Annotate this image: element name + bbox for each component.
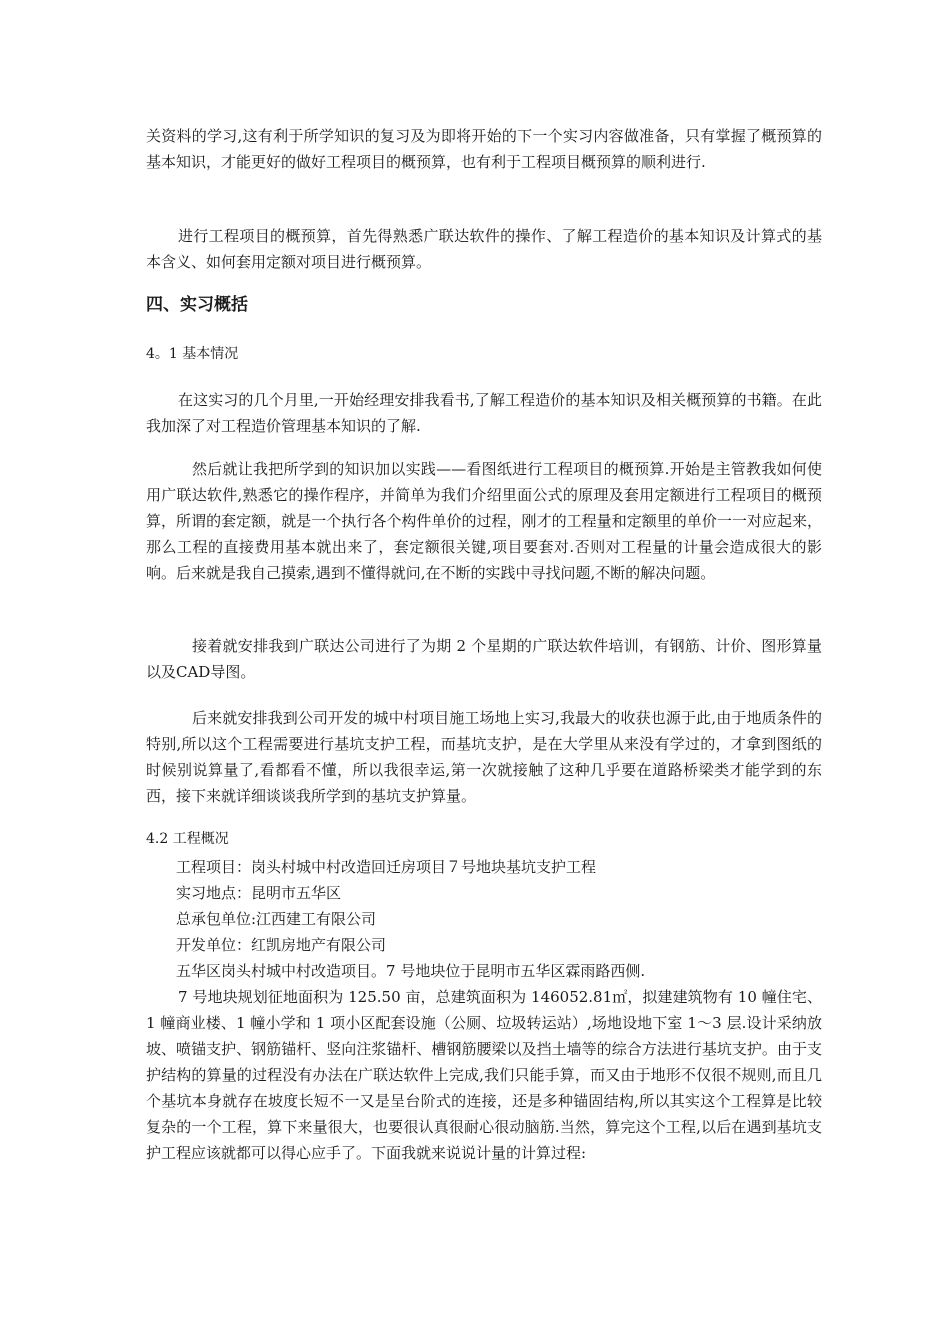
contractor-line: 总承包单位:江西建工有限公司: [176, 910, 377, 928]
project-description-line: 五华区岗头村城中村改造项目。7 号地块位于昆明市五华区霖雨路西侧.: [176, 962, 646, 980]
subsection-4-1: [146, 341, 822, 367]
developer-line: 开发单位：红凯房地产有限公司: [176, 936, 387, 954]
paragraph-text: 在这实习的几个月里,一开始经理安排我看书,了解工程造价的基本知识及相关概预算的书籍。在此我加深了对工程造价管理基本知识的了解.: [146, 391, 822, 435]
section-title: 四、实习概括: [146, 295, 248, 315]
section-heading-4: [146, 292, 822, 318]
paragraph-text: 进行工程项目的概预算，首先得熟悉广联达软件的操作、了解工程造价的基本知识及计算式的基本含义、如何套用定额对项目进行概预算。: [146, 227, 822, 271]
subsection-title: 4.2 工程概况: [146, 831, 229, 847]
paragraph-software-skills: [146, 223, 822, 275]
subsection-title: 4。1 基本情况: [146, 346, 239, 362]
paragraph-text: 后来就安排我到公司开发的城中村项目施工场地上实习,我最大的收获也源于此,由于地质条件的特别,所以这个工程需要进行基坑支护工程，而基坑支护，是在大学里从来没有学过的，才拿到图纸的时候别说算量了,看都看不懂，所以我很幸运,第一次就接触了这种几乎要在道路桥梁类才能学到的东西，接下来就详细谈谈我所学到的基坑支护算量。: [146, 709, 822, 805]
paragraph-text: 接着就安排我到广联达公司进行了为期 2 个星期的广联达软件培训，有钢筋、计价、图形算量以及CAD导图。: [146, 637, 822, 681]
paragraph-site-internship: [146, 705, 822, 809]
paragraph-text: 然后就让我把所学到的知识加以实践——看图纸进行工程项目的概预算.开始是主管教我如何使用广联达软件,熟悉它的操作程序，并简单为我们介绍里面公式的原理及套用定额进行工程项目的概预算，所谓的套定额，就是一个执行各个构件单价的过程，刚才的工程量和定额里的单价一一对应起来，那么工程的直接费用基本就出来了，套定额很关键,项目要套对.否则对工程量的计量会造成很大的影响。后来就是我自己摸索,遇到不懂得就问,在不断的实践中寻找问题,不断的解决问题。: [146, 460, 822, 582]
paragraph-text: 关资料的学习,这有利于所学知识的复习及为即将开始的下一个实习内容做准备，只有掌握了概预算的基本知识，才能更好的做好工程项目的概预算，也有利于工程项目概预算的顺利进行.: [146, 127, 822, 171]
subsection-4-2: [146, 826, 822, 1166]
paragraph-practice: [146, 456, 822, 586]
location-line: 实习地点：昆明市五华区: [176, 884, 342, 902]
paragraph-project-overview: 7 号地块规划征地面积为 125.50 亩，总建筑面积为 146052.81㎡，拟建建筑物有 10 幢住宅、1 幢商业楼、1 幢小学和 1 项小区配套设施（公厕、垃圾转运站）,场地设地下室 1～3 层.设计采纳放坡、喷锚支护、钢筋锚杆、竖向注浆锚杆、槽钢筋腰梁以及挡土墙等的综合方法进行基坑支护。由于支护结构的算量的过程没有办法在广联达软件上完成,我们只能手算，而又由于地形不仅很不规则,而且几个基坑本身就存在坡度长短不一又是呈台阶式的连接，还是多种锚固结构,所以其实这个工程算是比较复杂的一个工程，算下来量很大，也要很认真很耐心很动脑筋.当然，算完这个工程,以后在遇到基坑支护工程应该就都可以得心应手了。下面我就来说说计量的计算过程:: [146, 988, 822, 1162]
project-name-line: 工程项目：岗头村城中村改造回迁房项目７号地块基坑支护工程: [176, 858, 597, 876]
paragraph-reading: [146, 387, 822, 439]
paragraph-intro-continued: [146, 123, 822, 175]
paragraph-training: [146, 633, 822, 685]
